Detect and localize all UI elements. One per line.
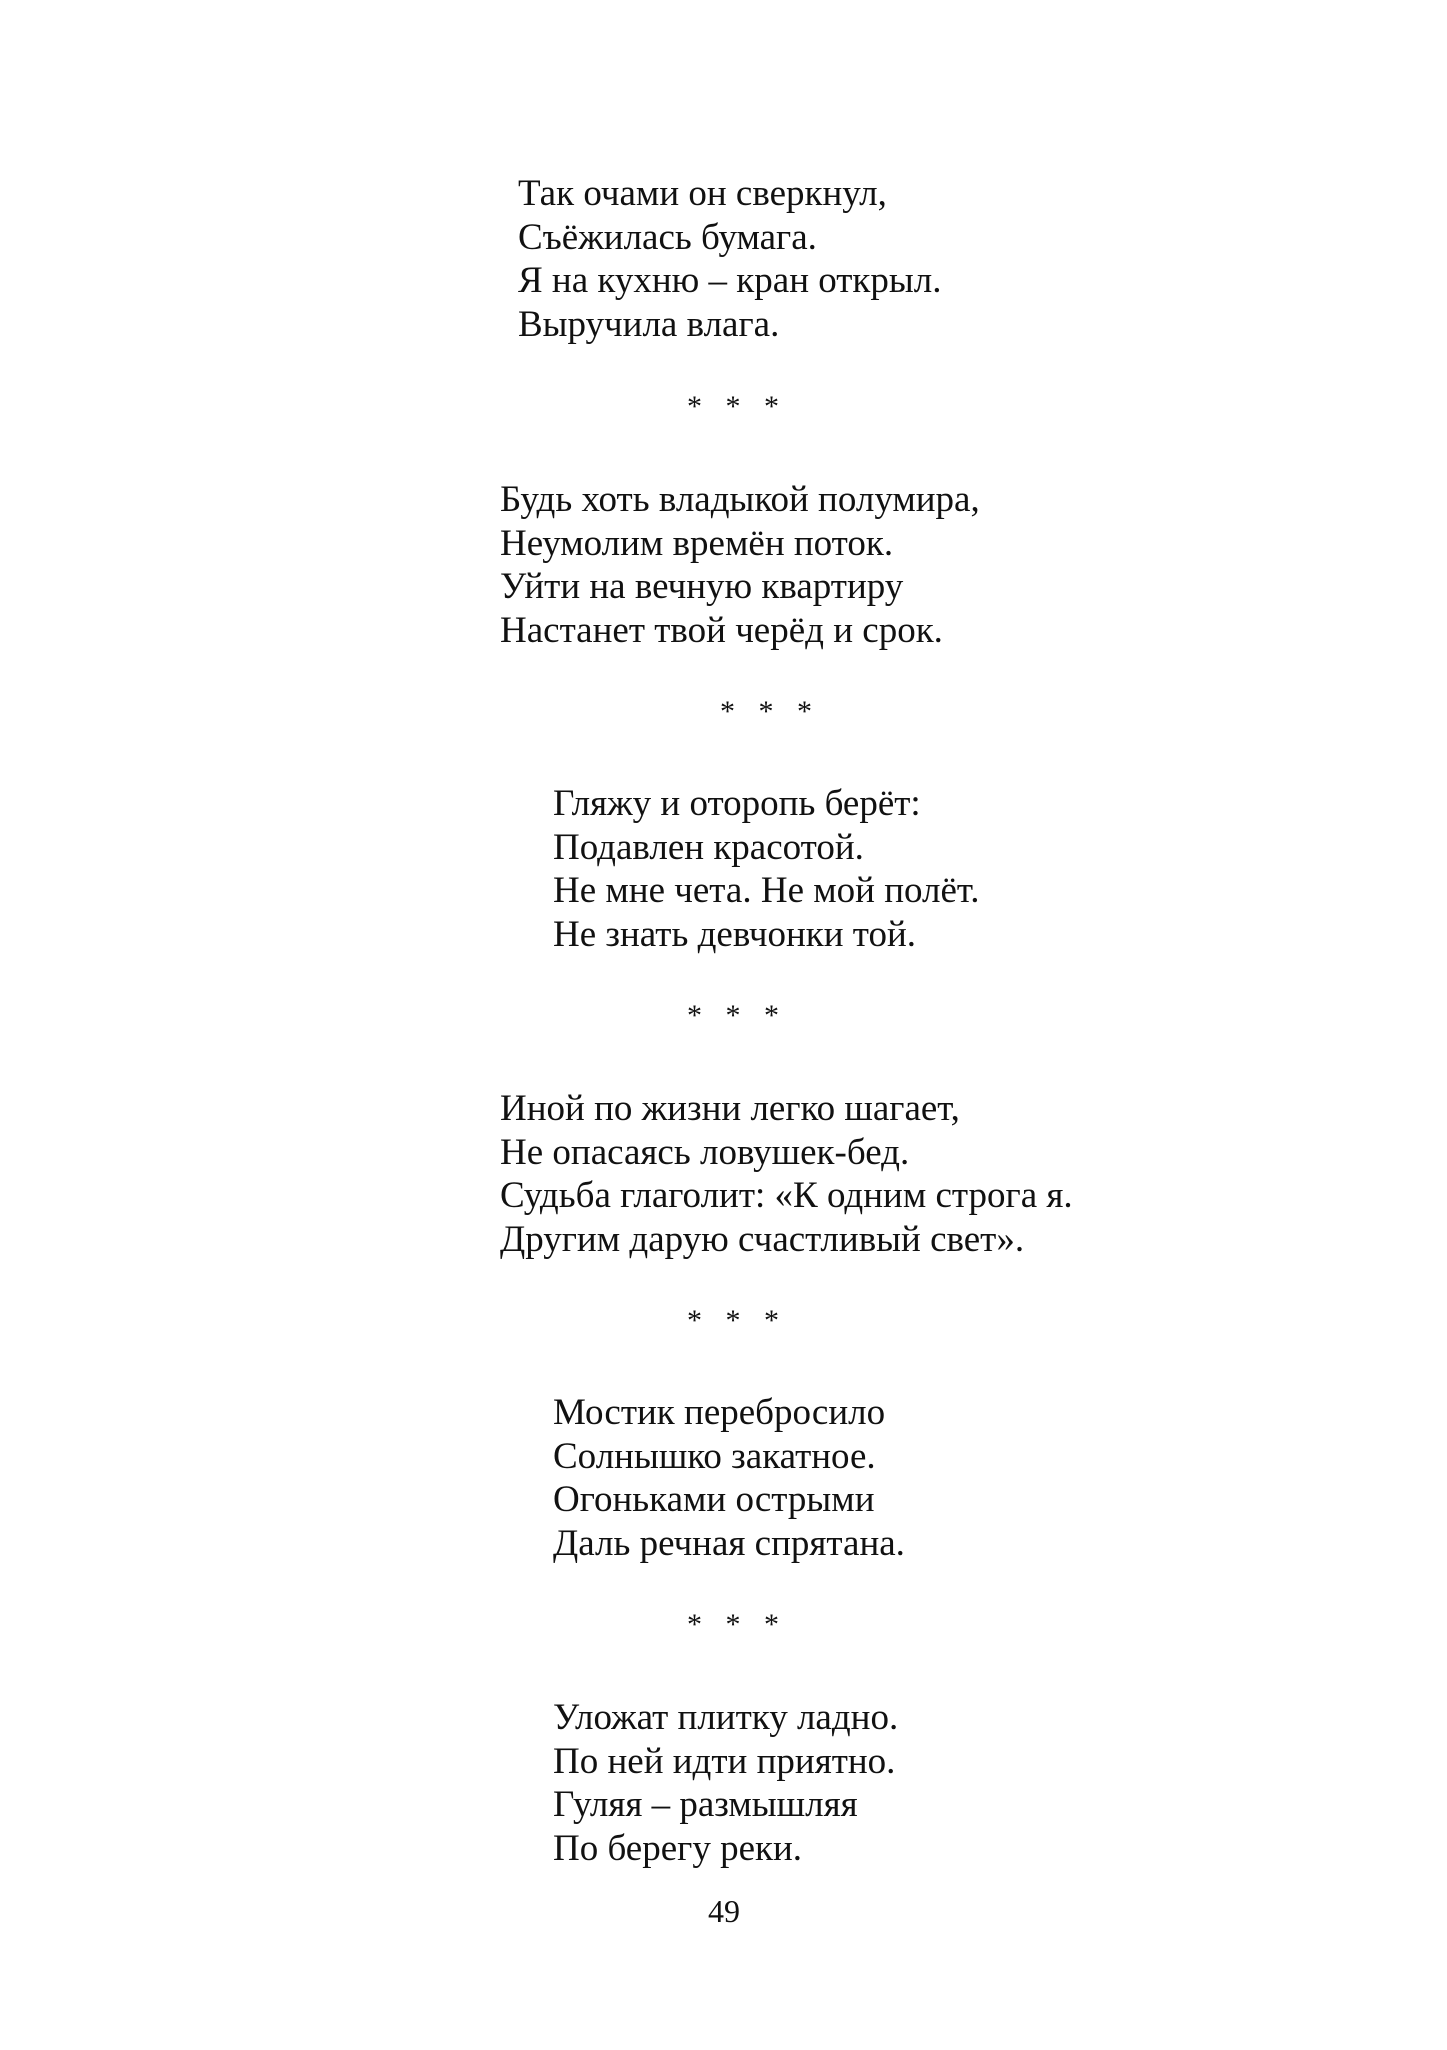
page-number: 49 [708,1893,740,1929]
verse-line: Не опасаясь ловушек-бед. [500,1131,910,1173]
verse-line: По берегу реки. [553,1827,803,1869]
stanza-4 [500,1087,1073,1261]
verse-line: Солнышко закатное. [553,1435,876,1477]
verse-line: Я на кухню – кран открыл. [518,260,942,301]
verse-line: Съёжилась бумага. [518,216,817,258]
stanza-separator: * * * [687,1608,787,1641]
verse-line: Другим дарую счастливый свет». [500,1218,1025,1260]
verse-line: По ней идти приятно. [553,1740,896,1782]
stanza-5 [553,1391,905,1565]
stanza-3 [553,782,980,956]
verse-line: Настанет твой черёд и срок. [500,609,943,651]
verse-line: Уложат плитку ладно. [553,1697,899,1738]
verse-line: Выручила влага. [518,303,780,345]
verse-line: Даль речная спрятана. [553,1522,905,1564]
verse-line: Будь хоть владыкой полумира, [500,479,980,520]
verse-line: Не мне чета. Не мой полёт. [553,870,980,911]
verse-line: Мостик перебросило [553,1392,886,1433]
stanza-1 [518,172,941,346]
stanza-separator: * * * [687,390,787,423]
verse-line: Иной по жизни легко шагает, [500,1088,960,1129]
stanza-6 [553,1696,898,1870]
verse-line: Неумолим времён поток. [500,522,894,564]
stanza-2 [500,478,980,652]
verse-line: Гуляя – размышляя [553,1784,858,1825]
verse-line: Судьба глаголит: «К одним строга я. [500,1175,1073,1216]
verse-line: Подавлен красотой. [553,826,864,868]
verse-line: Уйти на вечную квартиру [500,566,904,607]
stanza-separator: * * * [687,999,787,1032]
stanza-separator: * * * [720,695,820,728]
verse-line: Так очами он сверкнул, [518,173,887,214]
verse-line: Огоньками острыми [553,1479,875,1520]
verse-line: Не знать девчонки той. [553,913,917,955]
stanza-separator: * * * [687,1304,787,1337]
verse-line: Гляжу и оторопь берёт: [553,783,921,824]
